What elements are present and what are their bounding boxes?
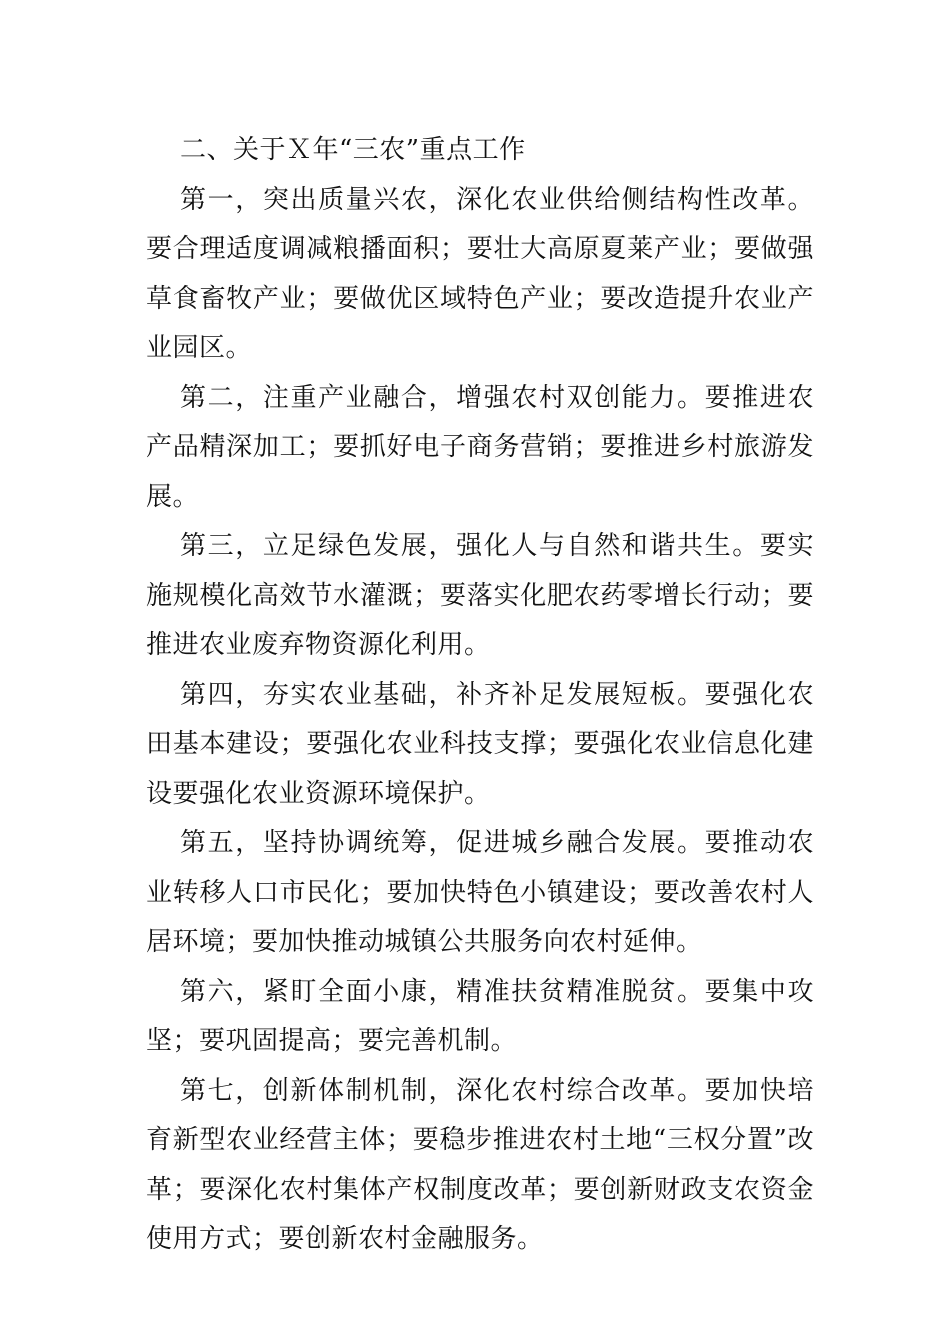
paragraph-5: 第五，坚持协调统筹，促进城乡融合发展。要推动农业转移人口市民化；要加快特色小镇建设；要改善农村人居环境；要加快推动城镇公共服务向农村延伸。 <box>146 828 814 957</box>
paragraph-7: 第七，创新体制机制，深化农村综合改革。要加快培育新型农业经营主体；要稳步推进农村土地“三权分置”改革；要深化农村集体产权制度改革；要创新财政支农资金使用方式；要创新农村金融服务。 <box>146 1075 814 1254</box>
document-body <box>146 126 814 1265</box>
paragraph-2: 第二，注重产业融合，增强农村双创能力。要推进农产品精深加工；要抓好电子商务营销；要推进乡村旅游发展。 <box>146 382 814 512</box>
paragraph-6: 第六，紧盯全面小康，精准扶贫精准脱贫。要集中攻坚；要巩固提高；要完善机制。 <box>146 976 814 1056</box>
section-heading: 二、关于Ｘ年“三农”重点工作 <box>180 135 526 165</box>
paragraph-4: 第四，夯实农业基础，补齐补足发展短板。要强化农田基本建设；要强化农业科技支撑；要强化农业信息化建设要强化农业资源环境保护。 <box>146 679 814 809</box>
paragraph-1: 第一，突出质量兴农，深化农业供给侧结构性改革。要合理适度调减粮播面积；要壮大高原夏莱产业；要做强草食畜牧产业；要做优区域特色产业；要改造提升农业产业园区。 <box>146 184 814 363</box>
paragraph-3: 第三，立足绿色发展，强化人与自然和谐共生。要实施规模化高效节水灌溉；要落实化肥农药零增长行动；要推进农业废弃物资源化利用。 <box>146 531 814 660</box>
